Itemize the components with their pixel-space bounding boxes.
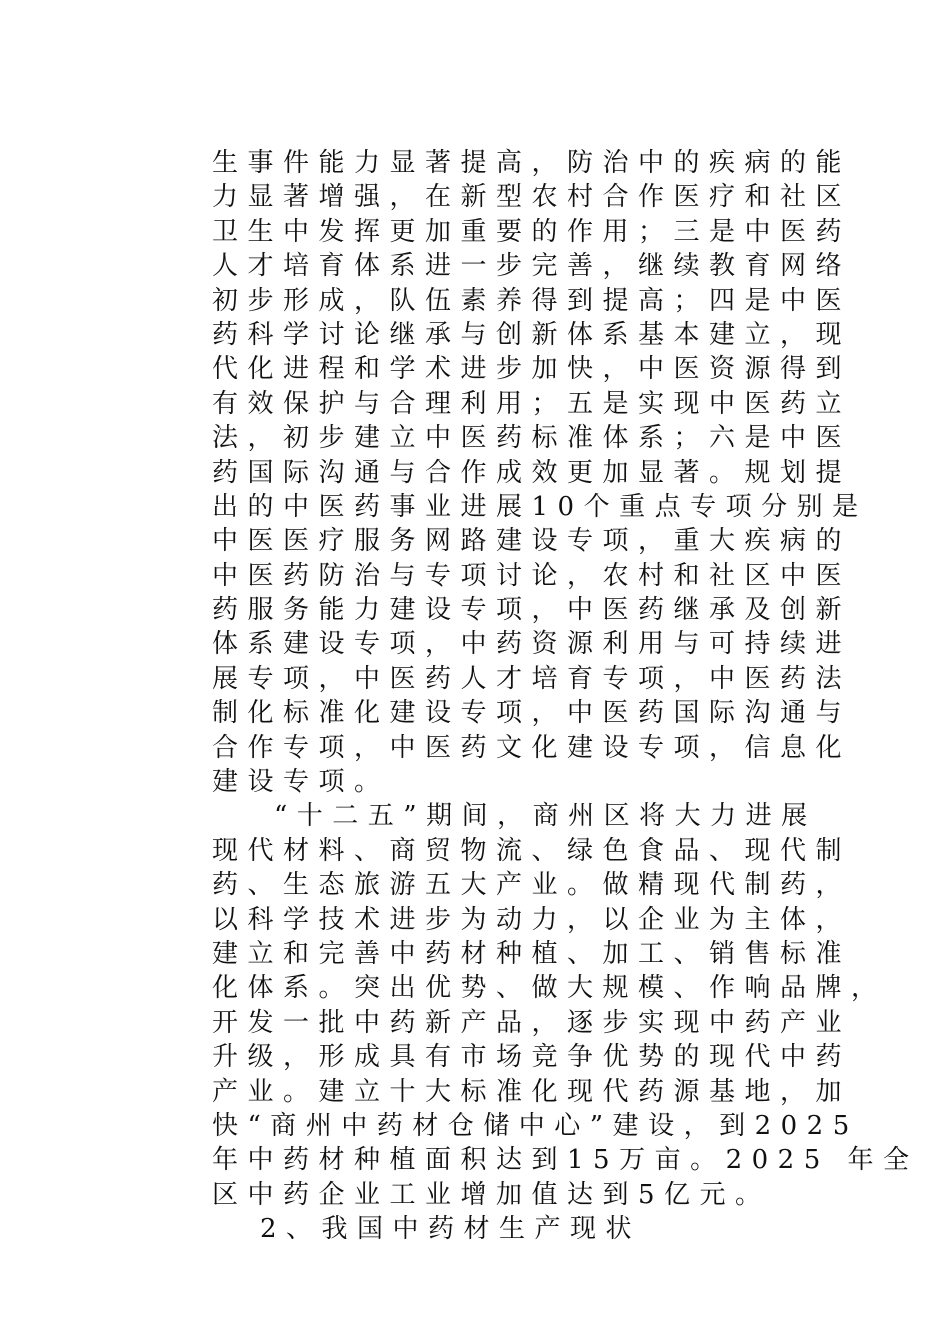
text-line: 展专项，中医药人才培育专项，中医药法 bbox=[212, 663, 852, 694]
text-line: 现代材料、商贸物流、绿色食品、现代制 bbox=[212, 835, 852, 866]
text-line: 药国际沟通与合作成效更加显著。规划提 bbox=[212, 457, 852, 488]
paragraph-start-line: “十二五”期间，商州区将大力进展 bbox=[274, 801, 817, 832]
text-line: 药服务能力建设专项，中医药继承及创新 bbox=[212, 595, 852, 626]
text-line: 人才培育体系进一步完善，继续教育网络 bbox=[212, 251, 852, 282]
text-line: 以科学技术进步为动力，以企业为主体， bbox=[212, 904, 852, 935]
text-line: 产业。建立十大标准化现代药源基地，加 bbox=[212, 1076, 852, 1107]
section-heading: 2、我国中药材生产现状 bbox=[260, 1214, 642, 1245]
text-line: 代化进程和学术进步加快，中医资源得到 bbox=[212, 354, 852, 385]
text-line: 区中药企业工业增加值达到5亿元。 bbox=[212, 1179, 771, 1210]
text-line: 初步形成，队伍素养得到提高；四是中医 bbox=[212, 285, 852, 316]
text-line: 制化标准化建设专项，中医药国际沟通与 bbox=[212, 698, 852, 729]
text-line: 快“商州中药材仓储中心”建设，到2025 bbox=[212, 1110, 859, 1141]
text-line: 力显著增强，在新型农村合作医疗和社区 bbox=[212, 182, 852, 213]
text-line: 化体系。突出优势、做大规模、作响品牌， bbox=[212, 973, 887, 1004]
text-line: 升级，形成具有市场竞争优势的现代中药 bbox=[212, 1042, 852, 1073]
text-line: 建立和完善中药材种植、加工、销售标准 bbox=[212, 938, 852, 969]
text-line: 中医药防治与专项讨论，农村和社区中医 bbox=[212, 560, 852, 591]
text-line: 建设专项。 bbox=[212, 767, 390, 798]
text-line: 合作专项，中医药文化建设专项，信息化 bbox=[212, 732, 852, 763]
text-line: 生事件能力显著提高，防治中的疾病的能 bbox=[212, 148, 852, 178]
text-line: 年中药材种植面积达到15万亩。2025 年全 bbox=[212, 1145, 919, 1176]
text-line: 体系建设专项，中药资源利用与可持续进 bbox=[212, 629, 852, 660]
text-line: 开发一批中药新产品，逐步实现中药产业 bbox=[212, 1007, 852, 1038]
text-line: 中医医疗服务网路建设专项，重大疾病的 bbox=[212, 526, 852, 557]
text-line: 出的中医药事业进展10个重点专项分别是 bbox=[212, 491, 868, 522]
text-line: 药科学讨论继承与创新体系基本建立，现 bbox=[212, 319, 852, 350]
text-line: 有效保护与合理利用；五是实现中医药立 bbox=[212, 388, 852, 419]
text-line: 药、生态旅游五大产业。做精现代制药， bbox=[212, 870, 852, 901]
body-text bbox=[212, 146, 919, 1247]
text-line: 卫生中发挥更加重要的作用；三是中医药 bbox=[212, 216, 852, 247]
text-line: 法，初步建立中医药标准体系；六是中医 bbox=[212, 423, 852, 454]
